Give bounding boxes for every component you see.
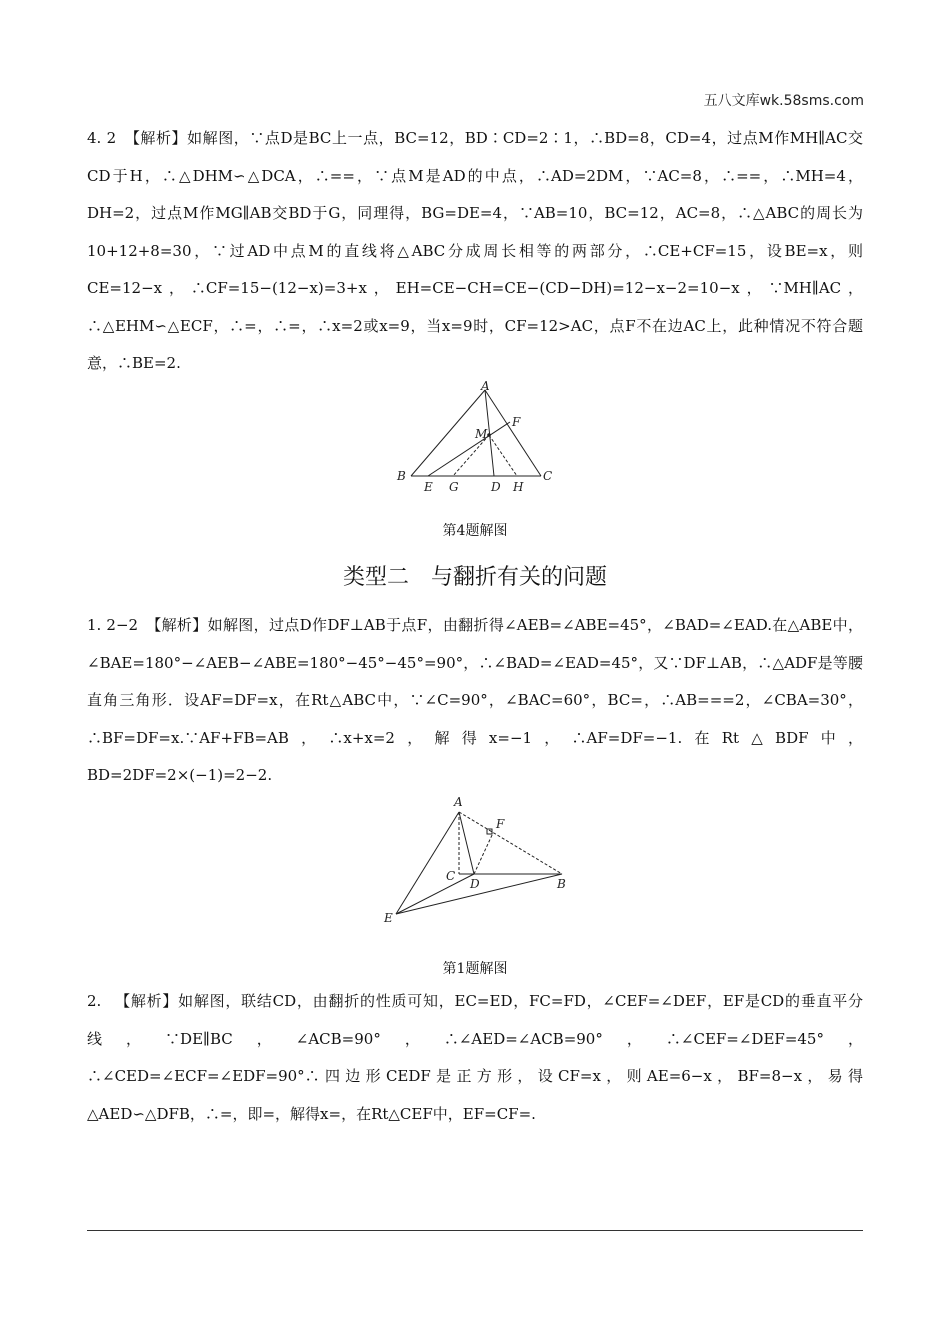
segment-ae: [396, 812, 459, 914]
figure-4-caption: 第4题解图: [442, 523, 508, 539]
segment-ef: [428, 422, 510, 476]
label-a: A: [454, 795, 463, 809]
label-e: E: [384, 911, 393, 925]
label-d: D: [491, 480, 501, 494]
problem-1-solution: 1. 2−2 【解析】如解图，过点D作DF⊥AB于点F，由翻折得∠AEB=∠ABE=45°，∠BAD=∠EAD.在△ABE中，∠BAE=180°−∠AEB−∠ABE=180°−45°−45°=90°，∴∠BAD=∠EAD=45°，又∵DF⊥AB，∴△ADF是等腰直角三角形．设AF=DF=x，在Rt△ABC中，∵∠C=90°，∠BAC=60°，BC=，∴AB===2，∠CBA=30°，∴BF=DF=x.∵AF+FB=AB，∴x+x=2，解得x=−1，∴AF=DF=−1.在Rt△BDF中，BD=2DF=2×(−1)=2−2.: [87, 616, 863, 784]
segment-df: [474, 833, 493, 874]
figure-1-caption: 第1题解图: [442, 961, 508, 977]
label-c: C: [446, 869, 456, 883]
watermark: 五八文库wk.58sms.com: [703, 93, 864, 109]
problem-1-figure: [378, 792, 578, 928]
label-f: F: [496, 817, 505, 831]
label-f: F: [512, 415, 521, 429]
label-d: D: [470, 877, 480, 891]
segment-ad: [459, 812, 474, 874]
footer-divider: [87, 1230, 863, 1231]
label-c: C: [543, 469, 553, 483]
problem-2-solution: 2. 【解析】如解图，联结CD，由翻折的性质可知，EC=ED，FC=FD，∠CEF=∠DEF，EF是CD的垂直平分线，∵DE∥BC，∠ACB=90°，∴∠AED=∠ACB=90°，∴∠CEF=∠DEF=45°，∴∠CED=∠ECF=∠EDF=90°∴四边形CEDF是正方形，设CF=x，则AE=6−x，BF=8−x，易得△AED∽△DFB，∴=，即=，解得x=，在Rt△CEF中，EF=CF=.: [87, 992, 863, 1123]
label-m: M: [475, 427, 488, 441]
section-title: 类型二 与翻折有关的问题: [342, 565, 607, 590]
problem-4-solution: 4. 2 【解析】如解图，∵点D是BC上一点，BC=12，BD∶CD=2∶1，∴BD=8，CD=4，过点M作MH∥AC交CD于H，∴△DHM∽△DCA，∴==，∵点M是AD的中点，∴AD=2DM，∵AC=8，∴==，∴MH=4，DH=2，过点M作MG∥AB交BD于G，同理得，BG=DE=4，∵AB=10，BC=12，AC=8，∴△ABC的周长为10+12+8=30，∵过AD中点M的直线将△ABC分成周长相等的两部分，∴CE+CF=15，设BE=x，则CE=12−x，∴CF=15−(12−x)=3+x，EH=CE−CH=CE−(CD−DH)=12−x−2=10−x，∵MH∥AC，∴△EHM∽△ECF，∴=，∴=，∴x=2或x=9，当x=9时，CF=12>AC，点F不在边AC上，此种情况不符合题意，∴BE=2.: [87, 129, 863, 372]
label-b: B: [557, 877, 566, 891]
label-h: H: [513, 480, 524, 494]
label-g: G: [449, 480, 459, 494]
label-e: E: [424, 480, 433, 494]
problem-4-figure: [393, 380, 563, 498]
label-b: B: [397, 469, 406, 483]
segment-ed: [396, 874, 474, 914]
label-a: A: [481, 380, 490, 393]
segment-ab: [459, 812, 562, 874]
point-m: [487, 433, 491, 437]
